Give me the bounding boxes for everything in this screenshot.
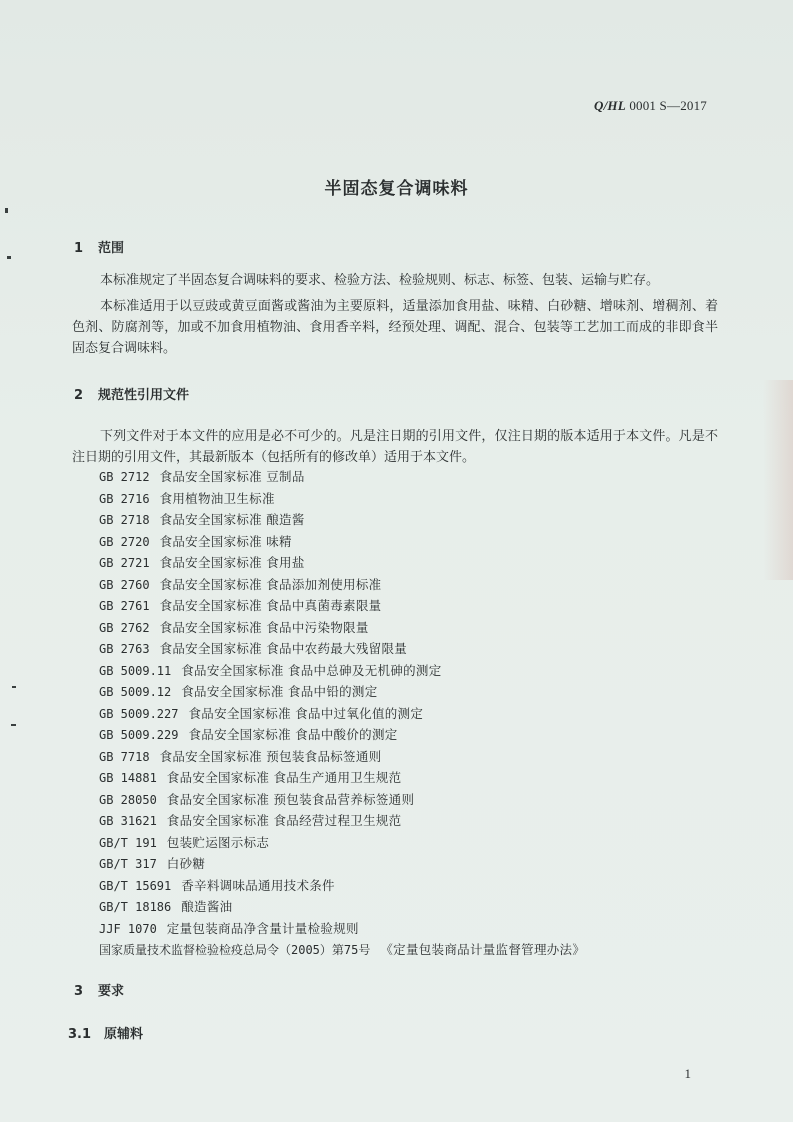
reference-item — [99, 488, 585, 510]
reference-code: GB 7718 — [99, 749, 150, 764]
reference-title: 包装贮运图示标志 — [166, 834, 270, 850]
reference-item — [99, 509, 585, 531]
reference-code: GB 2721 — [99, 556, 150, 570]
reference-title: 食品安全国家标准 预包装食品标签通则 — [159, 748, 382, 764]
scan-speck — [12, 686, 16, 688]
reference-code: GB 2718 — [99, 513, 150, 527]
section-2-heading — [74, 384, 189, 403]
section-title: 规范性引用文件 — [98, 388, 190, 403]
reference-code: JJF 1070 — [99, 921, 157, 936]
reference-title: 香辛料调味品通用技术条件 — [181, 877, 335, 893]
section-title: 原辅料 — [104, 1027, 144, 1042]
reference-title: 食品安全国家标准 食品中总砷及无机砷的测定 — [181, 662, 442, 678]
section-title: 要求 — [98, 984, 125, 999]
reference-item — [99, 660, 585, 682]
reference-code: GB/T 191 — [99, 835, 157, 850]
reference-list — [99, 466, 585, 961]
reference-item — [99, 875, 585, 897]
reference-title: 食品安全国家标准 预包装食品营养标签通则 — [166, 791, 415, 807]
reference-item — [99, 466, 585, 488]
reference-item — [99, 853, 585, 875]
reference-code: GB/T 15691 — [99, 878, 172, 893]
section-number: 3 — [74, 984, 84, 999]
reference-title: 食品安全国家标准 食品中农药最大残留限量 — [159, 641, 408, 656]
reference-code: GB 2720 — [99, 534, 150, 549]
reference-title: 食品安全国家标准 豆制品 — [159, 469, 305, 484]
reference-item — [99, 810, 585, 832]
reference-title: 食品安全国家标准 味精 — [159, 533, 292, 549]
reference-title: 定量包装商品净含量计量检验规则 — [166, 920, 359, 936]
reference-item — [99, 746, 585, 768]
reference-code: GB 14881 — [99, 771, 157, 785]
reference-title: 食品安全国家标准 食用盐 — [159, 555, 305, 570]
reference-code: GB 2761 — [99, 599, 150, 613]
reference-title: 食品安全国家标准 食品中铅的测定 — [181, 684, 378, 699]
reference-item — [99, 703, 585, 725]
section-3-heading — [74, 980, 124, 999]
reference-title: 食品安全国家标准 食品中过氧化值的测定 — [188, 705, 424, 721]
reference-title: 食品安全国家标准 酿造酱 — [159, 512, 305, 527]
section-3-1-heading — [68, 1023, 143, 1042]
reference-code: GB 28050 — [99, 792, 157, 807]
reference-code: GB 5009.12 — [99, 685, 172, 699]
reference-code: GB 2712 — [99, 470, 150, 484]
reference-code: GB/T 317 — [99, 857, 157, 871]
section-1-heading — [74, 237, 124, 256]
reference-code: 国家质量技术监督检验检疫总局令（2005）第75号 — [99, 943, 371, 957]
reference-item — [99, 531, 585, 553]
reference-item — [99, 552, 585, 574]
reference-item — [99, 832, 585, 854]
reference-item — [99, 767, 585, 789]
reference-code: GB 2762 — [99, 620, 150, 635]
section-number: 1 — [74, 241, 84, 256]
reference-item — [99, 918, 585, 940]
section-number: 2 — [74, 388, 84, 403]
reference-item — [99, 595, 585, 617]
reference-code: GB 2763 — [99, 642, 150, 656]
scope-paragraph-1: 本标准规定了半固态复合调味料的要求、检验方法、检验规则、标志、标签、包装、运输与贮存。 — [100, 273, 660, 288]
reference-code: GB 5009.11 — [99, 663, 172, 678]
reference-code: GB 31621 — [99, 814, 157, 828]
reference-item — [99, 896, 585, 918]
references-intro: 下列文件对于本文件的应用是必不可少的。凡是注日期的引用文件，仅注日期的版本适用于本文件。凡是不注日期的引用文件，其最新版本（包括所有的修改单）适用于本文件。 — [72, 429, 718, 465]
standard-code-prefix: Q/HL — [594, 98, 626, 113]
reference-code: GB/T 18186 — [99, 900, 172, 914]
page-number: 1 — [684, 1066, 691, 1081]
section-title: 范围 — [98, 241, 125, 256]
reference-item — [99, 638, 585, 660]
reference-title: 食品安全国家标准 食品中污染物限量 — [159, 619, 369, 635]
reference-title: 酿造酱油 — [181, 899, 233, 914]
reference-code: GB 5009.229 — [99, 728, 179, 742]
scan-speck — [7, 256, 11, 259]
reference-code: GB 2760 — [99, 577, 150, 592]
reference-item — [99, 681, 585, 703]
reference-title: 食品安全国家标准 食品中酸价的测定 — [188, 727, 398, 742]
reference-item — [99, 939, 585, 961]
reference-title: 白砂糖 — [166, 856, 206, 871]
reference-title: 《定量包装商品计量监督管理办法》 — [380, 942, 586, 957]
reference-item — [99, 724, 585, 746]
reference-item — [99, 789, 585, 811]
reference-title: 食品安全国家标准 食品中真菌毒素限量 — [159, 598, 382, 613]
standard-code — [594, 98, 707, 114]
scan-edge-stain — [763, 380, 793, 580]
reference-title: 食品安全国家标准 食品添加剂使用标准 — [159, 576, 382, 592]
scope-paragraph-2: 本标准适用于以豆豉或黄豆面酱或酱油为主要原料，适量添加食用盐、味精、白砂糖、增味剂、增稠剂、着色剂、防腐剂等，加或不加食用植物油、食用香辛料，经预处理、调配、混合、包装等工艺加工而成的非即食半固态复合调味料。 — [72, 299, 718, 356]
reference-title: 食品安全国家标准 食品生产通用卫生规范 — [166, 770, 402, 785]
reference-title: 食品安全国家标准 食品经营过程卫生规范 — [166, 813, 402, 828]
section-number: 3.1 — [68, 1027, 92, 1042]
reference-item — [99, 617, 585, 639]
reference-code: GB 2716 — [99, 491, 150, 506]
scan-speck — [5, 208, 8, 213]
document-title: 半固态复合调味料 — [324, 179, 469, 199]
scan-speck — [11, 724, 16, 726]
reference-code: GB 5009.227 — [99, 706, 179, 721]
reference-title: 食用植物油卫生标准 — [159, 490, 275, 506]
reference-item — [99, 574, 585, 596]
standard-code-number: 0001 S—2017 — [629, 98, 707, 113]
